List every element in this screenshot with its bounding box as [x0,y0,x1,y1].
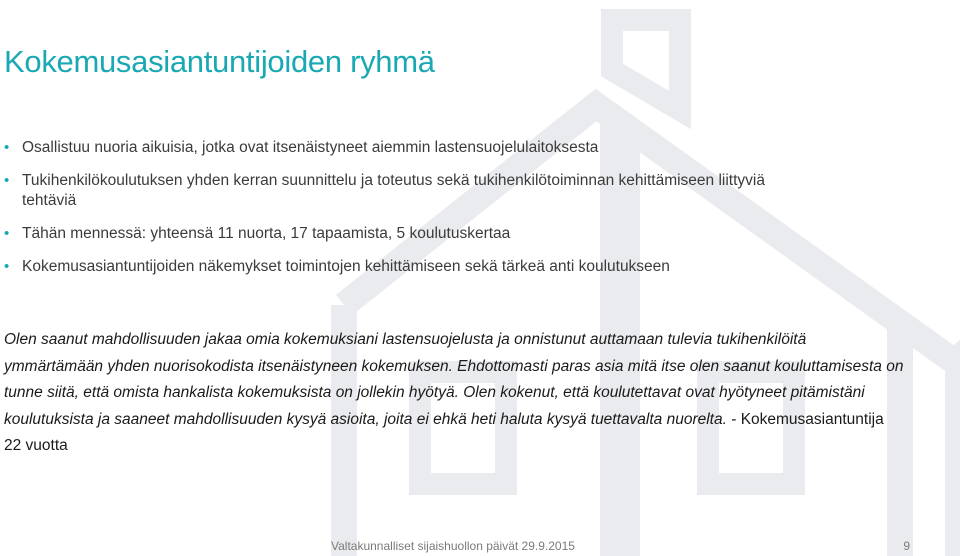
page-number: 9 [903,539,910,553]
bullet-item [0,171,822,211]
bullet-list [0,138,900,290]
quote-attribution: - Kokemusasiantuntija 22 vuotta [4,410,884,455]
quote-text: Olen saanut mahdollisuuden jakaa omia kokemuksiani lastensuojelusta ja onnistunut auttamaan tulevia tukihenkilöitä ymmärtämään yhden nuorisokodista itsenäistyneen kokemuksen. Ehdottomasti paras asia mitä itse olen saanut kouluttamisesta on tunne siitä, että omista hankalista kokemuksista on jollekin hyötyä. Olen kokenut, että koulutettavat ovat hyötyneet pitämistäni koulutuksista ja saaneet mahdollisuuden kysyä asioita, joita ei ehkä heti haluta kysyä tuettavalta nuorelta. [4,331,904,428]
slide-footer [0,539,960,555]
bullet-text: Kokemusasiantuntijoiden näkemykset toimintojen kehittämiseen sekä tärkeä anti koulutukseen [22,258,670,275]
footer-event-name: Valtakunnalliset sijaishuollon päivät 29.9.2015 [331,539,575,553]
bullet-item [0,257,900,277]
bullet-dot-icon: • [4,172,10,189]
bullet-dot-icon: • [4,258,10,275]
bullet-text: Tähän mennessä: yhteensä 11 nuorta, 17 tapaamista, 5 koulutuskertaa [22,225,511,242]
bullet-item [0,224,900,244]
bullet-text: Tukihenkilökoulutuksen yhden kerran suunnittelu ja toteutus sekä tukihenkilötoiminnan kehittämiseen liittyviä tehtäviä [22,172,765,209]
slide-title: Kokemusasiantuntijoiden ryhmä [4,44,435,79]
bullet-dot-icon: • [4,139,10,156]
bullet-item [0,138,900,158]
bullet-text: Osallistuu nuoria aikuisia, jotka ovat itsenäistyneet aiemmin lastensuojelulaitoksesta [22,139,599,156]
bullet-dot-icon: • [4,225,10,242]
testimonial-quote [4,327,904,460]
